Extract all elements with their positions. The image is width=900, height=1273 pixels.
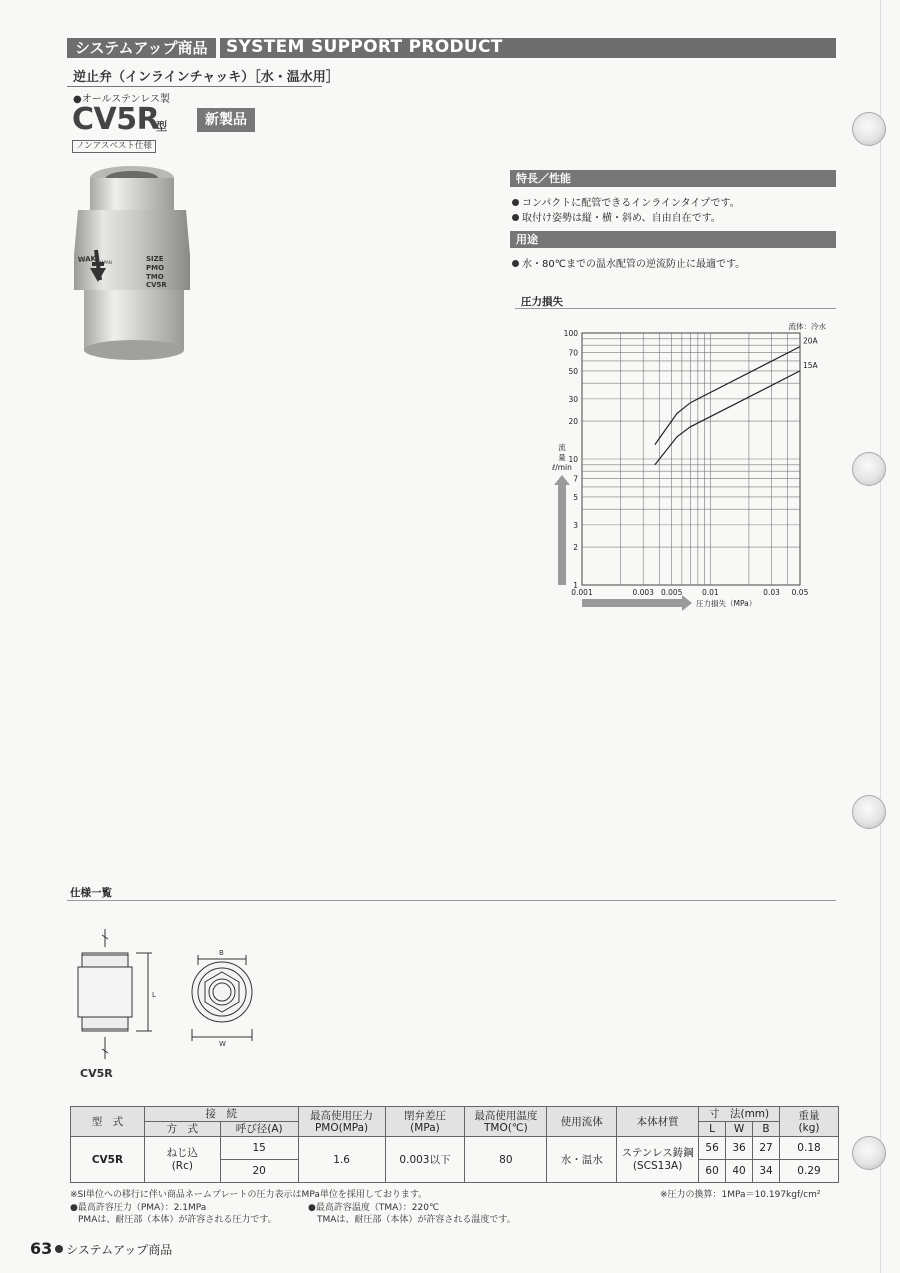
x-tick-label: 0.05 <box>791 588 809 597</box>
header-size: 呼び径(A) <box>220 1122 298 1137</box>
product-photo <box>70 160 210 370</box>
photo-marking-pmo: PMO <box>146 264 165 272</box>
x-axis-arrow-head <box>682 595 692 611</box>
usage-bar <box>510 231 836 248</box>
y-tick-label: 30 <box>568 394 578 404</box>
y-tick-label: 3 <box>573 520 578 530</box>
cell-W: 40 <box>726 1160 753 1183</box>
series-label: 20A <box>803 336 818 346</box>
dim-label-b: B <box>219 949 224 957</box>
header-separator <box>216 38 220 58</box>
header-category-jp: システムアップ商品 <box>75 39 208 57</box>
x-tick-label: 0.01 <box>701 588 719 597</box>
photo-marking-model: CV5R <box>146 281 167 289</box>
subtitle-underline <box>67 86 322 87</box>
binder-hole <box>852 795 886 829</box>
feature-item: 取付け姿勢は縦・横・斜め、自由自在です。 <box>512 209 721 224</box>
dim-label-w: W <box>219 1040 226 1048</box>
dim-label-l: L <box>152 991 156 999</box>
product-subtitle: 逆止弁（インラインチャッキ）［水・温水用］ <box>73 70 339 85</box>
x-axis-arrow-shaft <box>582 599 682 607</box>
cell-B: 34 <box>753 1160 780 1183</box>
y-tick-label: 70 <box>568 348 578 358</box>
cell-W: 36 <box>726 1137 753 1160</box>
page-number: 63 <box>30 1239 53 1258</box>
spec-title: 仕様一覧 <box>70 887 112 899</box>
table-row <box>71 1137 839 1160</box>
y-tick-label: 5 <box>573 492 578 502</box>
y-tick-label: 1 <box>573 581 578 590</box>
photo-marking-tmo: TMO <box>146 273 164 281</box>
new-product-badge: 新製品 <box>197 108 255 132</box>
header-method: 方 式 <box>144 1122 220 1137</box>
y-tick-label: 100 <box>563 329 578 338</box>
header-pmo: 最高使用圧力 PMO(MPa) <box>298 1107 385 1137</box>
cell-body: ステンレス鋳鋼 (SCS13A) <box>617 1137 699 1183</box>
spec-table <box>70 1106 839 1183</box>
footer-dot <box>55 1245 63 1253</box>
cell-pmo: 1.6 <box>298 1137 385 1183</box>
cell-L: 60 <box>699 1160 726 1183</box>
y-axis-label: 量 <box>558 453 566 462</box>
svg-text:WAKI: WAKI <box>77 254 99 264</box>
cell-method: ねじ込 (Rc) <box>144 1137 220 1183</box>
header-W: W <box>726 1122 753 1137</box>
footer <box>30 1239 172 1258</box>
header-B: B <box>753 1122 780 1137</box>
product-model-suffix: 型 <box>156 120 167 133</box>
usage-item: 水・80℃までの温水配管の逆流防止に最適です。 <box>512 255 745 270</box>
bullet-dot <box>512 199 519 206</box>
cell-fluid: 水・温水 <box>547 1137 617 1183</box>
usage-title: 用途 <box>516 233 538 246</box>
x-tick-label: 0.03 <box>763 588 780 597</box>
chart-title: 圧力損失 <box>521 296 563 308</box>
header-tmo: 最高使用温度 TMO(℃) <box>465 1107 547 1137</box>
y-tick-label: 10 <box>568 455 578 464</box>
product-model: CV5R <box>72 102 160 137</box>
header-closing: 閉弁差圧 (MPa) <box>385 1107 465 1137</box>
binder-hole <box>852 452 886 486</box>
header-fluid: 使用流体 <box>547 1107 617 1137</box>
y-tick-label: 7 <box>573 474 578 484</box>
page-edge-line <box>880 0 881 1273</box>
cell-size: 15 <box>220 1137 298 1160</box>
x-tick-label: 0.003 <box>632 588 654 597</box>
header-connection: 接 続 <box>144 1107 298 1122</box>
cell-tmo: 80 <box>465 1137 547 1183</box>
cell-weight: 0.29 <box>780 1160 839 1183</box>
cell-size: 20 <box>220 1160 298 1183</box>
chart-title-underline <box>515 308 836 309</box>
binder-hole <box>852 112 886 146</box>
y-axis-label: ℓ/min <box>552 463 572 472</box>
y-tick-label: 2 <box>573 543 578 553</box>
y-axis-label: 流 <box>558 443 566 452</box>
header-category-en: SYSTEM SUPPORT PRODUCT <box>226 37 503 57</box>
cell-B: 27 <box>753 1137 780 1160</box>
x-tick-label: 0.005 <box>660 588 683 597</box>
y-tick-label: 20 <box>568 417 578 427</box>
note-pma: ●最高許容圧力（PMA）：2.1MPa <box>70 1203 207 1213</box>
features-title: 特長／性能 <box>516 172 571 185</box>
fluid-label: 流体：冷水 <box>788 322 826 331</box>
feature-item: コンパクトに配管できるインラインタイプです。 <box>512 194 740 209</box>
pressure-loss-chart <box>520 315 840 615</box>
photo-marking-size: SIZE <box>146 255 164 263</box>
y-axis-arrow-shaft <box>558 485 566 585</box>
series-label: 15A <box>803 360 818 370</box>
header-weight: 重量 (kg) <box>780 1107 839 1137</box>
header-model: 型 式 <box>71 1107 145 1137</box>
spec-title-underline <box>67 900 836 901</box>
note-tma-desc: TMAは、耐圧部（本体）が許容される温度です。 <box>317 1215 516 1225</box>
note-conversion: ※圧力の換算：1MPa＝10.197kgf/cm² <box>660 1190 821 1200</box>
series-line-15A <box>655 371 800 465</box>
bullet-dot <box>512 214 519 221</box>
dimension-drawing <box>70 925 270 1065</box>
x-axis-label: 圧力損失（MPa） <box>696 599 757 608</box>
y-axis-arrow-head <box>554 475 570 485</box>
cell-closing: 0.003以下 <box>385 1137 465 1183</box>
asbestos-note: ノンアスベスト仕様 <box>72 140 156 153</box>
binder-hole <box>852 1136 886 1170</box>
cell-L: 56 <box>699 1137 726 1160</box>
footer-label: システムアップ商品 <box>66 1243 173 1257</box>
header-dims: 寸 法(mm) <box>699 1107 780 1122</box>
series-line-20A <box>655 347 800 445</box>
photo-marking-japan: JAPAN <box>100 260 112 265</box>
note-tma: ●最高許容温度（TMA）：220℃ <box>308 1203 440 1213</box>
header-L: L <box>699 1122 726 1137</box>
cell-weight: 0.18 <box>780 1137 839 1160</box>
header-body: 本体材質 <box>617 1107 699 1137</box>
product-material: ●オールステンレス製 <box>73 94 170 105</box>
y-tick-label: 50 <box>568 366 578 376</box>
note-si: ※SI単位への移行に伴い商品ネームプレートの圧力表示はMPa単位を採用しております。 <box>70 1190 428 1200</box>
x-tick-label: 0.001 <box>571 588 593 597</box>
bullet-dot <box>512 260 519 267</box>
cell-model: CV5R <box>71 1137 145 1183</box>
note-pma-desc: PMAは、耐圧部（本体）が許容される圧力です。 <box>78 1215 277 1225</box>
drawing-label: CV5R <box>80 1067 113 1080</box>
